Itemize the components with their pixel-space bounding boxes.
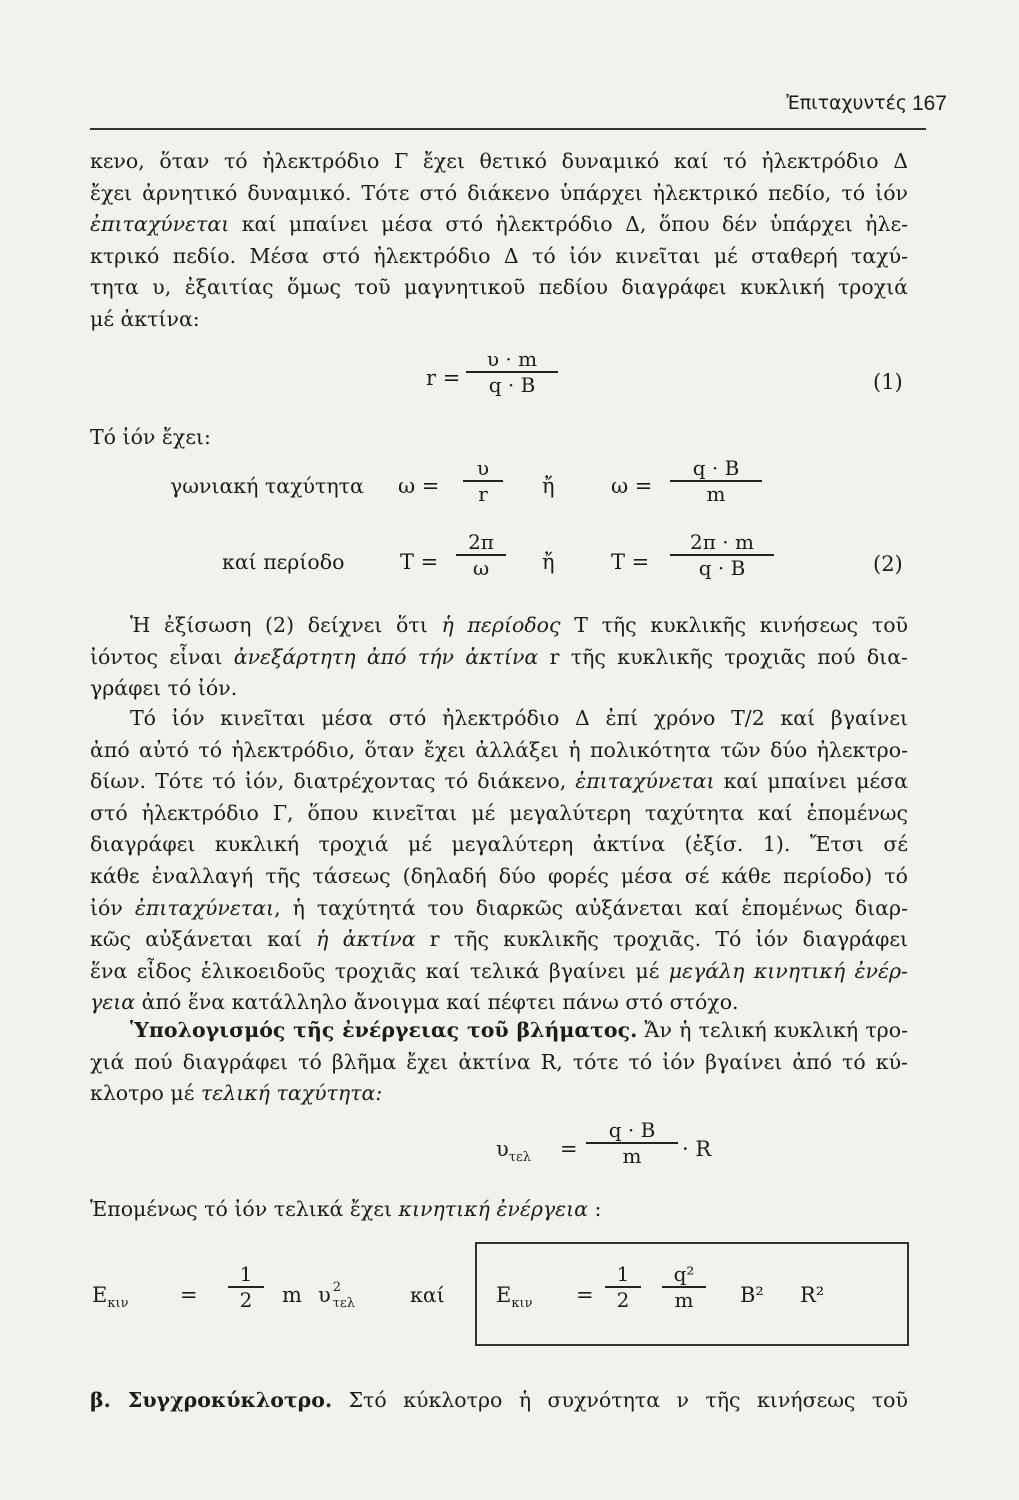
text-line: γράφει τό ἰόν.: [90, 676, 238, 701]
symbol: υ: [496, 1137, 509, 1161]
fraction: [466, 347, 558, 397]
subscript: κιν: [511, 1296, 533, 1312]
eq-rhs: · R: [682, 1137, 712, 1161]
italic-term: ἡ ἀκτίνα: [316, 927, 416, 952]
script-stack: [331, 1280, 357, 1311]
fraction: [463, 456, 503, 506]
text-line: [90, 893, 908, 925]
b-squared: B²: [740, 1283, 764, 1307]
text-segment: κῶς αὐξάνεται καί: [90, 927, 317, 952]
denominator: m: [674, 1287, 694, 1312]
equals-sign: =: [576, 1283, 594, 1307]
italic-term: γεια: [90, 990, 136, 1015]
fraction: [670, 456, 762, 506]
text-line: ἔχει ἀρνητικό δυναμικό. Τότε στό διάκενο ὑπάρχει ἠλεκτρικό πεδίο, τό ἰόν: [90, 180, 908, 205]
numerator: q · B: [608, 1118, 656, 1142]
numerator: 2π · m: [690, 530, 754, 554]
mass-symbol: m: [282, 1283, 302, 1307]
subscript: τελ: [332, 1296, 355, 1311]
italic-term: τελική ταχύτητα:: [200, 1081, 383, 1106]
paragraph-intro: [90, 146, 908, 336]
subscript: κιν: [107, 1296, 129, 1312]
symbol: E: [496, 1283, 512, 1307]
symbol: E: [92, 1283, 108, 1307]
fraction: [456, 530, 506, 580]
italic-term: ἀνεξάρτητη ἀπό τήν ἀκτίνα: [233, 644, 539, 669]
text-line: [90, 209, 908, 241]
eq-lhs: [92, 1283, 128, 1311]
text-line: χιά πού διαγράφει τό βλῆμα ἔχει ἀκτίνα R, τότε τό ἰόν βγαίνει ἀπό τό κύ-: [90, 1049, 908, 1074]
subscript: τελ: [508, 1150, 531, 1166]
equation-number: (1): [873, 370, 903, 394]
denominator: 2: [616, 1287, 630, 1312]
eq-lhs: T =: [611, 550, 650, 574]
italic-term: κινητική ἐνέργεια: [398, 1197, 589, 1221]
numerator: q²: [673, 1262, 695, 1286]
denominator: r: [478, 481, 488, 506]
fraction: [228, 1262, 264, 1312]
text-segment: ἕνα εἶδος ἑλικοειδοῦς τροχιᾶς καί τελικά βγαίνει μέ: [90, 958, 669, 983]
italic-term: μεγάλη κινητική ἐνέρ-: [668, 958, 908, 983]
equals-sign: =: [560, 1137, 578, 1161]
symbol: υ: [318, 1283, 331, 1307]
numerator: 1: [616, 1262, 630, 1286]
velocity-term: [318, 1280, 357, 1311]
header-rule: [90, 128, 926, 130]
superscript: 2: [332, 1280, 342, 1295]
text-segment: δίων. Τότε τό ἰόν, διατρέχοντας τό διάκενο,: [90, 769, 576, 794]
text-segment: Ἄν ἡ τελική κυκλική τρο-: [637, 1018, 908, 1042]
fraction: [670, 530, 774, 580]
denominator: m: [622, 1143, 642, 1168]
numerator: υ: [476, 456, 490, 480]
text-line: [90, 1385, 908, 1417]
eq-lhs: [496, 1137, 531, 1165]
text-segment: , ἡ ταχύτητά του διαρκῶς αὐξάνεται καί ἑπομένως διαρ-: [274, 895, 909, 920]
text-segment: Ἑπομένως τό ἰόν τελικά ἔχει: [90, 1197, 399, 1221]
italic-term: ἡ περίοδος: [441, 613, 561, 637]
text-segment: Στό κύκλοτρο ἡ συχνότητα ν τῆς κινήσεως τοῦ: [332, 1388, 908, 1412]
text-line: [90, 642, 908, 674]
text-segment: r τῆς κυκλικῆς τροχιᾶς πού δια-: [538, 644, 908, 669]
numerator: 2π: [468, 530, 494, 554]
denominator: ω: [472, 555, 490, 580]
numerator: q · B: [692, 456, 740, 480]
eq-lhs: ω =: [398, 474, 440, 498]
text-line: Τό ἰόν κινεῖται μέσα στό ἠλεκτρόδιο Δ ἐπί χρόνο Τ/2 καί βγαίνει: [130, 706, 908, 730]
fraction: [662, 1262, 706, 1312]
denominator: m: [706, 481, 726, 506]
text-line: [90, 610, 908, 642]
text-segment: καί μπαίνει μέσα: [714, 769, 909, 794]
and-word: καί: [410, 1283, 445, 1307]
text-line: [90, 956, 908, 988]
text-line: κάθε ἐναλλαγή τῆς τάσεως (δηλαδή δύο φορές μέσα σέ κάθε περίοδο) τό: [90, 863, 908, 888]
text-segment: r τῆς κυκλικῆς τροχιᾶς. Τό ἰόν διαγράφει: [415, 927, 908, 952]
eq-lhs: T =: [400, 550, 439, 574]
equals-sign: =: [180, 1283, 198, 1307]
numerator: υ · m: [486, 347, 538, 371]
section-heading: β. Συγχροκύκλοτρο.: [90, 1388, 333, 1412]
page-number: 167: [911, 92, 947, 115]
text-segment: κλοτρο μέ: [90, 1081, 201, 1106]
italic-term: ἐπιταχύνεται: [575, 769, 715, 794]
text-segment: :: [588, 1197, 602, 1221]
page-header: [0, 92, 1019, 122]
angular-label: γωνιακή ταχύτητα: [170, 474, 364, 498]
text-line: κενο, ὅταν τό ἠλεκτρόδιο Γ ἔχει θετικό δυναμικό καί τό ἠλεκτρόδιο Δ: [90, 149, 908, 173]
eq-lhs: r =: [426, 366, 461, 390]
bold-heading: Ὑπολογισμός τῆς ἐνέργειας τοῦ βλήματος.: [130, 1018, 638, 1042]
paragraph-acceleration: [90, 703, 908, 1019]
text-line: κτρικό πεδίο. Μέσα στό ἠλεκτρόδιο Δ τό ἰόν κινεῖται μέ σταθερή ταχύ-: [90, 243, 908, 268]
equation-number: (2): [873, 552, 903, 576]
section-synchrocyclotron: [90, 1385, 908, 1417]
or-word: ἤ: [542, 550, 555, 574]
or-word: ἤ: [542, 474, 555, 498]
running-head: Ἐπιταχυντές: [786, 92, 907, 114]
fraction: [605, 1262, 641, 1312]
paragraph-energy: [90, 1015, 908, 1110]
text-line: ἀπό αὐτό τό ἠλεκτρόδιο, ὅταν ἔχει ἀλλάξει ἡ πολικότητα τῶν δύο ἠλεκτρο-: [90, 737, 908, 762]
text-line: μέ ἀκτίνα:: [90, 306, 200, 331]
text-line: [90, 1194, 908, 1226]
denominator: q · B: [488, 372, 536, 397]
eq-lhs: [496, 1283, 532, 1311]
eq-lhs: ω =: [611, 474, 653, 498]
paragraph-kinetic-energy-intro: [90, 1194, 908, 1226]
text-line: [90, 1015, 908, 1047]
text-segment: Τ τῆς κυκλικῆς κινήσεως τοῦ: [560, 613, 908, 637]
text-line: [90, 924, 908, 956]
text-segment: Ἡ ἐξίσωση (2) δείχνει ὅτι: [130, 613, 442, 637]
denominator: q · B: [698, 555, 746, 580]
text-segment: καί μπαίνει μέσα στό ἠλεκτρόδιο Δ, ὅπου δέν ὑπάρχει ἠλε-: [229, 212, 908, 237]
ion-has-label: Τό ἰόν ἔχει:: [90, 425, 211, 449]
period-label: καί περίοδο: [222, 550, 345, 574]
denominator: 2: [239, 1287, 253, 1312]
italic-term: ἐπιταχύνεται: [134, 895, 275, 920]
text-line: στό ἠλεκτρόδιο Γ, ὅπου κινεῖται μέ μεγαλύτερη ταχύτητα καί ἑπομένως: [90, 800, 908, 825]
text-segment: ἰόντος εἶναι: [90, 644, 234, 669]
fraction: [586, 1118, 678, 1168]
italic-term: ἐπιταχύνεται: [90, 212, 230, 237]
text-line: [90, 766, 908, 798]
paragraph-period-independence: [90, 610, 908, 705]
text-segment: ἰόν: [90, 895, 135, 920]
text-line: [90, 1078, 908, 1110]
numerator: 1: [239, 1262, 253, 1286]
text-line: διαγράφει κυκλική τροχιά μέ μεγαλύτερη ἀκτίνα (ἐξίσ. 1). Ἔτσι σέ: [90, 832, 908, 857]
text-line: τητα υ, ἐξαιτίας ὅμως τοῦ μαγνητικοῦ πεδίου διαγράφει κυκλική τροχιά: [90, 275, 908, 300]
text-segment: ἀπό ἕνα κατάλληλο ἄνοιγμα καί πέφτει πάνω στό στόχο.: [135, 990, 739, 1015]
r-squared: R²: [800, 1283, 825, 1307]
